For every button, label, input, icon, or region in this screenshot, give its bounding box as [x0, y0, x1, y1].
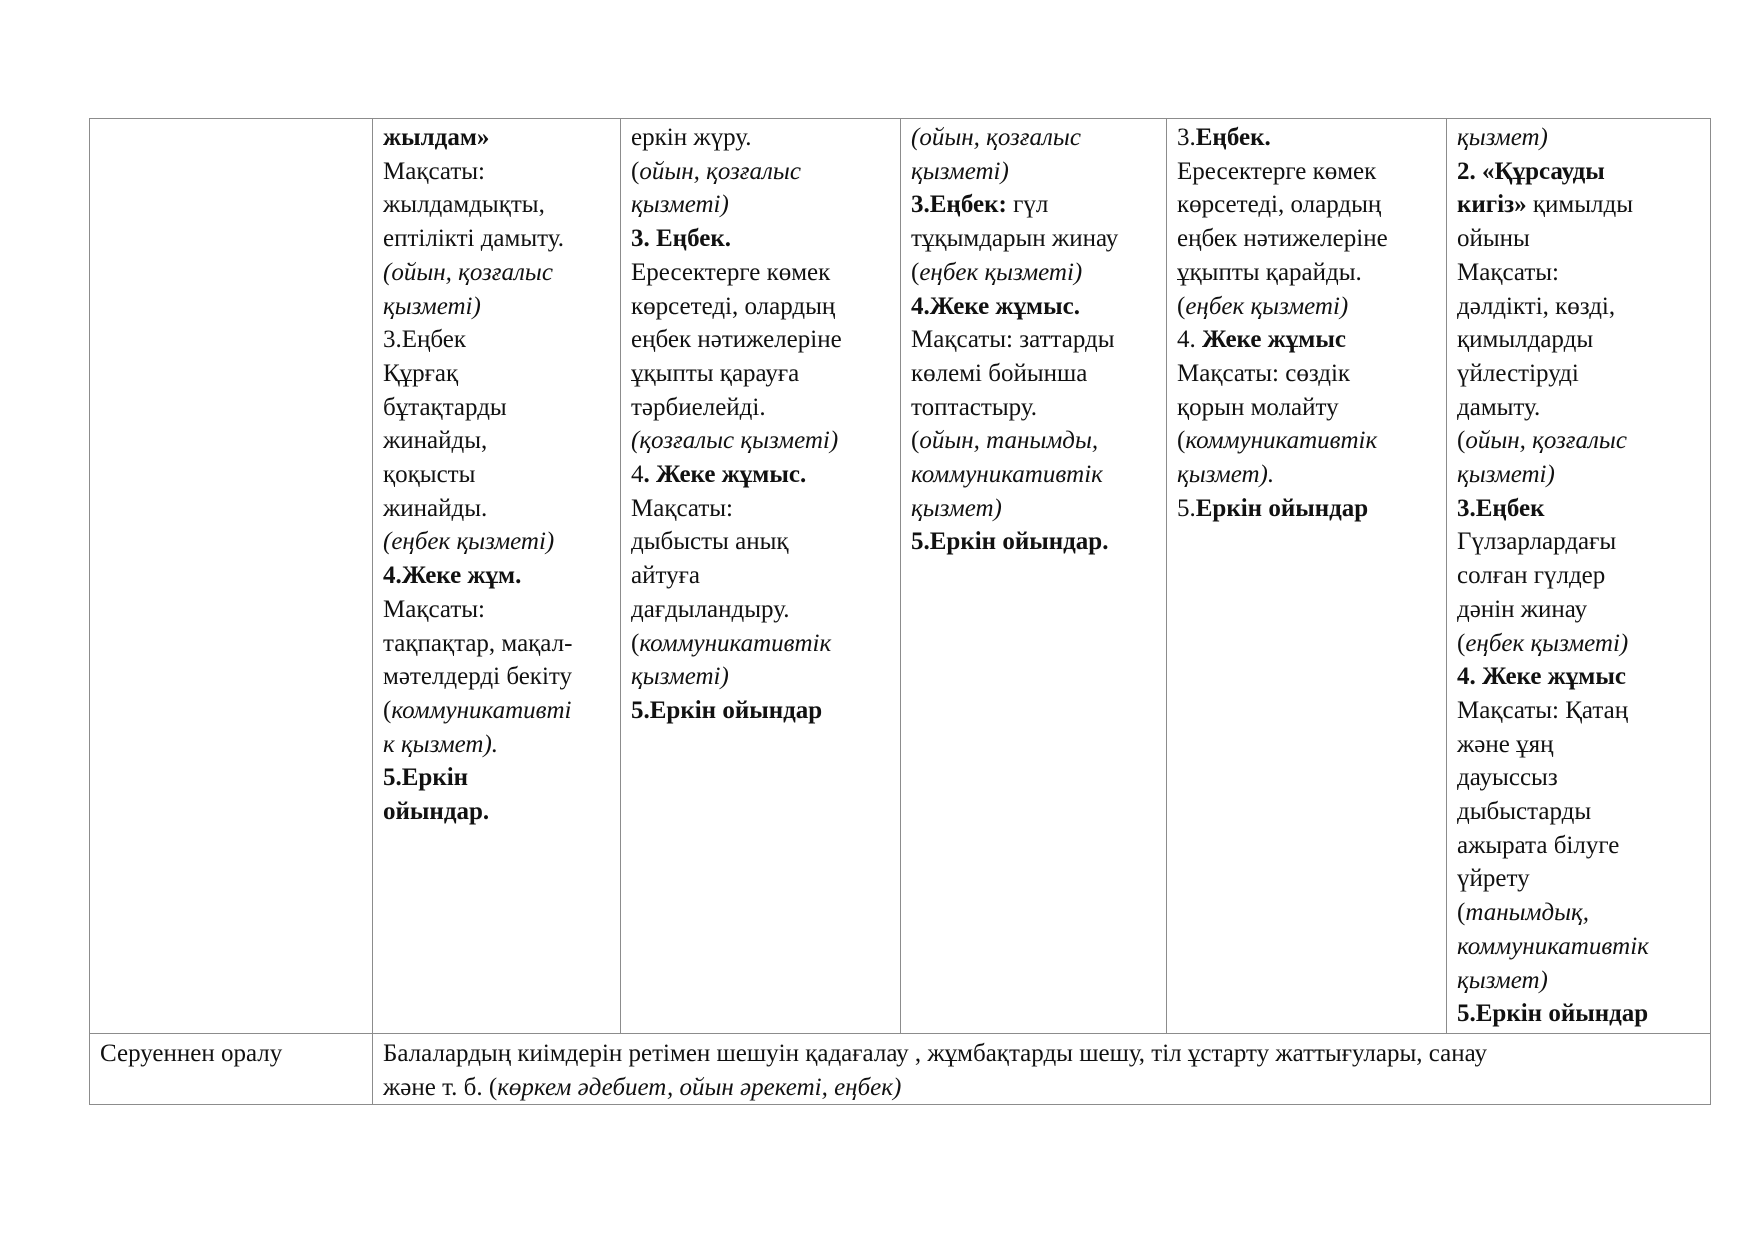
text-line: [1177, 391, 1436, 425]
text-segment: 4.Жеке жұмыс.: [911, 292, 1080, 320]
text-segment: тұқымдарын жинау: [911, 225, 1119, 253]
text-line: [1457, 694, 1700, 728]
text-line: [911, 391, 1156, 425]
text-segment: қызметі): [1457, 461, 1555, 489]
text-segment: 4: [631, 461, 644, 489]
text-segment: танымдық,: [1465, 899, 1589, 927]
text-line: [1457, 997, 1700, 1031]
text-segment: қоқысты: [383, 461, 476, 489]
text-line: [1457, 761, 1700, 795]
text-segment: дәнін жинау: [1457, 595, 1588, 623]
text-segment: Жеке жұмыс: [1202, 326, 1346, 354]
text-segment: солған гүлдер: [1457, 562, 1606, 590]
text-line: [383, 525, 610, 559]
text-line: [631, 188, 890, 222]
text-segment: (: [1177, 427, 1186, 455]
text-line: [631, 458, 890, 492]
text-segment: айтуға: [631, 562, 700, 590]
text-line: [1457, 593, 1700, 627]
text-segment: (: [1457, 427, 1466, 455]
text-segment: ұқыпты қарайды.: [1177, 258, 1362, 286]
text-line: [383, 188, 610, 222]
text-segment: еңбек қызметі): [919, 258, 1083, 286]
text-segment: қызмет): [1457, 124, 1548, 151]
activities-row: [90, 119, 1711, 1034]
text-segment: үйрету: [1457, 865, 1530, 893]
text-line: [1177, 256, 1436, 290]
text-line: [383, 559, 610, 593]
text-segment: жылдамдықты,: [383, 191, 545, 219]
text-segment: тақпақтар, мақал-: [383, 629, 573, 657]
day-4-cell: [1167, 119, 1447, 1034]
text-segment: көрсетеді, олардың: [1177, 191, 1382, 219]
text-segment: Ересектерге көмек: [631, 258, 831, 286]
text-line: [631, 155, 890, 189]
text-segment: еңбек нәтижелеріне: [631, 326, 842, 354]
text-line: [911, 323, 1156, 357]
text-segment: дағдыландыру.: [631, 595, 790, 623]
text-line: [383, 492, 610, 526]
text-line: [1457, 222, 1700, 256]
text-line: [1177, 492, 1436, 526]
text-segment: ұқыпты қарауға: [631, 359, 800, 387]
text-segment: Мақсаты: заттарды: [911, 326, 1115, 354]
text-line: [911, 188, 1156, 222]
text-line: [383, 256, 610, 290]
text-segment: 4.Жеке жұм.: [383, 562, 522, 590]
text-line: [631, 593, 890, 627]
text-segment: Еңбек.: [1195, 124, 1271, 151]
row-label-cell: [90, 119, 373, 1034]
text-segment: жинайды,: [383, 427, 488, 455]
text-segment: көрсетеді, олардың: [631, 292, 836, 320]
text-line: [911, 424, 1156, 458]
return-row: [90, 1034, 1711, 1105]
text-line: [1457, 728, 1700, 762]
text-line: [383, 728, 610, 762]
text-segment: қызмет): [911, 494, 1002, 522]
text-segment: коммуникативті: [391, 696, 572, 724]
text-segment: ойыны: [1457, 225, 1530, 253]
text-line: [1457, 357, 1700, 391]
text-line: [1177, 357, 1436, 391]
text-segment: (ойын, қозғалыс: [911, 124, 1081, 151]
text-line: [631, 492, 890, 526]
text-line: [1177, 188, 1436, 222]
text-line: [911, 222, 1156, 256]
day-5-cell: [1447, 119, 1711, 1034]
text-segment: қызметі): [631, 663, 729, 691]
text-line: [383, 121, 610, 155]
text-line: [1457, 862, 1700, 896]
text-segment: (: [911, 258, 920, 286]
text-segment: (: [631, 157, 640, 185]
text-segment: Мақсаты:: [631, 494, 733, 522]
text-segment: еңбек қызметі): [1185, 292, 1349, 320]
text-line: [631, 627, 890, 661]
text-line: [1177, 155, 1436, 189]
text-segment: қызмет).: [1177, 461, 1275, 489]
text-line: [631, 559, 890, 593]
schedule-table: [89, 118, 1711, 1105]
text-segment: 3.Еңбек: [383, 326, 467, 354]
text-line: [383, 290, 610, 324]
text-segment: 3.: [1177, 124, 1196, 151]
text-segment: Мақсаты:: [383, 595, 485, 623]
text-segment: көркем әдебиет, ойын әрекеті, еңбек): [497, 1073, 902, 1101]
text-line: [1457, 424, 1700, 458]
text-segment: (: [1457, 629, 1466, 657]
text-line: [911, 458, 1156, 492]
text-segment: ойын, танымды,: [919, 427, 1099, 455]
text-segment: көлемі бойынша: [911, 359, 1088, 387]
text-segment: қызметі): [631, 191, 729, 219]
text-line: [911, 256, 1156, 290]
text-segment: Ересектерге көмек: [1177, 157, 1377, 185]
text-line: [631, 290, 890, 324]
text-segment: 3.Еңбек: [1457, 494, 1545, 522]
text-segment: ептілікті дамыту.: [383, 225, 564, 253]
text-segment: дамыту.: [1457, 393, 1541, 421]
text-line: [1177, 424, 1436, 458]
text-segment: 5.: [1177, 494, 1196, 522]
return-label-cell: [90, 1034, 373, 1105]
text-segment: еңбек қызметі): [1465, 629, 1629, 657]
text-line: [631, 660, 890, 694]
text-line: [631, 357, 890, 391]
text-segment: Құрғақ: [383, 359, 459, 387]
text-segment: Мақсаты: сөздік: [1177, 359, 1351, 387]
text-segment: 2. «Құрсауды: [1457, 157, 1605, 185]
text-segment: тәрбиелейді.: [631, 393, 766, 421]
text-segment: дыбысты анық: [631, 528, 789, 556]
text-segment: еркін жүру.: [631, 124, 752, 151]
text-segment: қызмет): [1457, 966, 1548, 994]
text-segment: 3. Еңбек.: [631, 225, 731, 253]
text-line: [631, 424, 890, 458]
text-line: [1457, 188, 1700, 222]
text-line: [383, 694, 610, 728]
text-line: [383, 660, 610, 694]
text-line: [631, 694, 890, 728]
text-line: [631, 121, 890, 155]
text-segment: (: [383, 696, 392, 724]
text-line: [911, 155, 1156, 189]
text-segment: ойындар.: [383, 798, 490, 826]
text-line: [1457, 256, 1700, 290]
text-segment: жинайды.: [383, 494, 488, 522]
text-segment: коммуникативтік: [1457, 932, 1649, 960]
text-segment: ажырата білуге: [1457, 831, 1620, 859]
return-label: Серуеннен оралу: [100, 1040, 283, 1067]
text-segment: . Жеке жұмыс.: [643, 461, 807, 489]
text-line: [911, 290, 1156, 324]
text-line: [1457, 930, 1700, 964]
text-line: [383, 795, 610, 829]
text-line: [1457, 492, 1700, 526]
text-line: [383, 155, 610, 189]
text-segment: (еңбек қызметі): [383, 528, 555, 556]
day-3-cell: [901, 119, 1167, 1034]
text-line: [383, 1037, 1700, 1071]
text-segment: және т. б. (: [383, 1073, 498, 1101]
text-segment: гүл: [1006, 191, 1049, 219]
text-line: [631, 323, 890, 357]
text-line: [383, 391, 610, 425]
text-segment: коммуникативтік: [1185, 427, 1378, 455]
text-line: [1457, 155, 1700, 189]
text-line: [911, 492, 1156, 526]
text-segment: к қызмет).: [383, 730, 499, 758]
text-line: [1177, 458, 1436, 492]
text-segment: Еркін ойындар: [1195, 494, 1369, 522]
text-segment: Мақсаты:: [1457, 258, 1559, 286]
text-line: [631, 391, 890, 425]
text-line: [383, 627, 610, 661]
text-segment: Мақсаты:: [383, 157, 485, 185]
text-line: [383, 458, 610, 492]
text-segment: ойын, қозғалыс: [639, 157, 801, 185]
text-line: [383, 424, 610, 458]
text-segment: 5.Еркін: [383, 764, 469, 792]
text-line: [383, 222, 610, 256]
text-segment: 3.Еңбек:: [911, 191, 1007, 219]
text-segment: үйлестіруді: [1457, 359, 1579, 387]
text-line: [1457, 896, 1700, 930]
text-segment: (: [911, 427, 920, 455]
text-line: [1177, 323, 1436, 357]
text-segment: 5.Еркін ойындар: [631, 696, 823, 724]
text-segment: жылдам»: [383, 124, 490, 151]
text-line: [631, 222, 890, 256]
text-line: [383, 761, 610, 795]
text-segment: дәлдікті, көзді,: [1457, 292, 1616, 320]
text-line: [1457, 458, 1700, 492]
text-line: [1457, 964, 1700, 998]
text-segment: 5.Еркін ойындар: [1457, 1000, 1649, 1028]
text-line: [383, 357, 610, 391]
text-line: [1457, 559, 1700, 593]
text-segment: (қозғалыс қызметі): [631, 427, 839, 455]
text-line: [1457, 525, 1700, 559]
text-segment: Балалардың киімдерін ретімен шешуін қадағалау , жұмбақтарды шешу, тіл ұстарту жаттығулары, санау: [383, 1040, 1487, 1067]
text-segment: топтастыру.: [911, 393, 1038, 421]
text-line: [1457, 391, 1700, 425]
text-line: [1457, 660, 1700, 694]
text-segment: (: [1177, 292, 1186, 320]
text-segment: 5.Еркін ойындар.: [911, 528, 1109, 556]
text-segment: қорын молайту: [1177, 393, 1339, 421]
text-segment: (: [631, 629, 640, 657]
text-segment: 4.: [1177, 326, 1202, 354]
text-line: [1457, 795, 1700, 829]
text-line: [383, 323, 610, 357]
text-segment: қимылдарды: [1457, 326, 1594, 354]
text-line: [1457, 323, 1700, 357]
text-segment: мәтелдерді бекіту: [383, 663, 572, 691]
text-segment: ойын, қозғалыс: [1465, 427, 1627, 455]
text-line: [1457, 290, 1700, 324]
text-segment: және ұяң: [1457, 730, 1554, 758]
text-segment: 4. Жеке жұмыс: [1457, 663, 1626, 691]
text-segment: (: [1457, 899, 1466, 927]
return-text-cell: [373, 1034, 1711, 1105]
text-segment: еңбек нәтижелеріне: [1177, 225, 1388, 253]
day-1-cell: [373, 119, 621, 1034]
text-line: [631, 256, 890, 290]
text-segment: қызметі): [383, 292, 481, 320]
text-line: [383, 1071, 1700, 1105]
text-line: [1177, 290, 1436, 324]
text-segment: қимылды: [1526, 191, 1634, 219]
text-line: [631, 525, 890, 559]
text-segment: дыбыстарды: [1457, 798, 1592, 826]
text-segment: қызметі): [911, 157, 1009, 185]
text-line: [1457, 121, 1700, 155]
text-line: [911, 357, 1156, 391]
text-line: [1457, 829, 1700, 863]
text-segment: Мақсаты: Қатаң: [1457, 696, 1629, 724]
day-2-cell: [621, 119, 901, 1034]
text-line: [911, 121, 1156, 155]
text-segment: кигіз»: [1457, 191, 1527, 219]
text-segment: (ойын, қозғалыс: [383, 258, 553, 286]
text-segment: дауыссыз: [1457, 764, 1558, 792]
text-line: [1177, 222, 1436, 256]
text-segment: бұтақтарды: [383, 393, 507, 421]
text-line: [383, 593, 610, 627]
text-segment: Гүлзарлардағы: [1457, 528, 1617, 556]
text-line: [911, 525, 1156, 559]
text-line: [1177, 121, 1436, 155]
text-line: [1457, 627, 1700, 661]
text-segment: коммуникативтік: [639, 629, 832, 657]
text-segment: коммуникативтік: [911, 461, 1103, 489]
